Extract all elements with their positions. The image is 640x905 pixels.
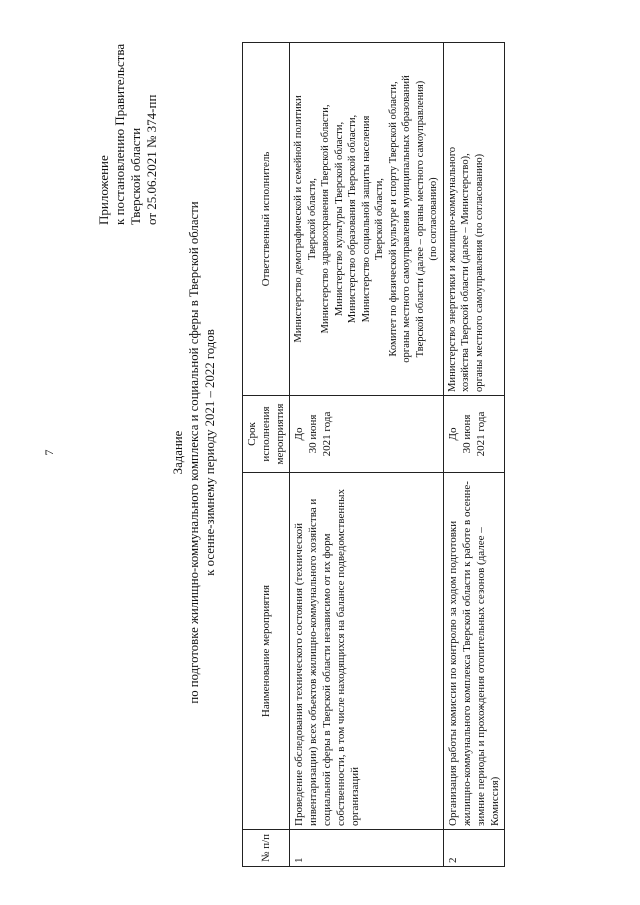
responsible-line: Министерство демографической и семейной политики [293, 95, 304, 343]
header-num: № п/п [243, 830, 290, 867]
page-number: 7 [42, 449, 56, 456]
term-line: До [293, 427, 305, 441]
header-term: Срок исполнения мероприятия [243, 396, 290, 473]
responsible-line: Тверской области, [306, 178, 318, 260]
responsible-line: органы местного самоуправления муниципальных образований [401, 75, 412, 363]
responsible-line: Комитет по физической культуре и спорту Тверской области, [387, 81, 399, 357]
document-heading [170, 40, 218, 865]
approval-line: от 25.06.2021 № 374-пп [144, 94, 159, 225]
responsible-line: Тверской области (далее – органы местного самоуправления) [414, 80, 426, 358]
responsible-line: хозяйства Тверской области (далее – Министерство), [460, 153, 471, 392]
responsible-line: Министерство культуры Тверской области, [333, 121, 345, 317]
responsible-line: органы местного самоуправления (по согласованию) [473, 153, 485, 392]
approval-line: к постановлению Правительства [112, 43, 127, 225]
row-name: Проведение обследования технического состояния (технической инвентаризации) всех объектов жилищно-коммунального хозяйства и социальной сферы в Тверской области независимо от их форм собственности, в том числе находящихся на балансе подведомственных организаций [290, 473, 444, 830]
responsible-line: Министерство энергетики и жилищно-коммунального [446, 146, 458, 392]
row-term [290, 396, 444, 473]
term-line: 2021 года [321, 411, 333, 457]
table-header-row [243, 43, 290, 867]
row-responsible [290, 43, 444, 396]
document-period: к осенне-зимнему периоду 2021 – 2022 годов [203, 329, 217, 576]
term-line: 30 июня [460, 414, 473, 454]
responsible-line: Министерство образования Тверской области, [347, 114, 358, 324]
document-title: Задание [171, 430, 185, 475]
tasks-table [242, 42, 505, 867]
approval-line: Тверской области [128, 127, 143, 225]
responsible-line: Министерство социальной защиты населения [360, 115, 372, 323]
approval-block [96, 0, 160, 225]
table-row [443, 43, 504, 867]
responsible-line: (по согласованию) [428, 177, 439, 261]
responsible-line: Тверской области, [374, 178, 385, 260]
document-subtitle: по подготовке жилищно-коммунального комплекса и социальной сферы в Тверской области [187, 201, 201, 704]
row-num: 2 [443, 830, 504, 867]
approval-line: Приложение [96, 155, 111, 225]
row-num: 1 [290, 830, 444, 867]
row-term [443, 396, 504, 473]
table-row [290, 43, 444, 867]
responsible-line: Министерство здравоохранения Тверской области, [320, 104, 331, 334]
header-responsible: Ответственный исполнитель [243, 43, 290, 396]
row-responsible [443, 43, 504, 396]
row-name: Организация работы комиссии по контролю за ходом подготовки жилищно-коммунального комплекса Тверской области к работе в осенне-зимние периоды и прохождения отопительных сезонов (далее – Комиссия) [443, 473, 504, 830]
term-line: 2021 года [474, 411, 487, 457]
term-line: 30 июня [307, 414, 319, 454]
header-name: Наименование мероприятия [243, 473, 290, 830]
term-line: До [446, 427, 459, 441]
